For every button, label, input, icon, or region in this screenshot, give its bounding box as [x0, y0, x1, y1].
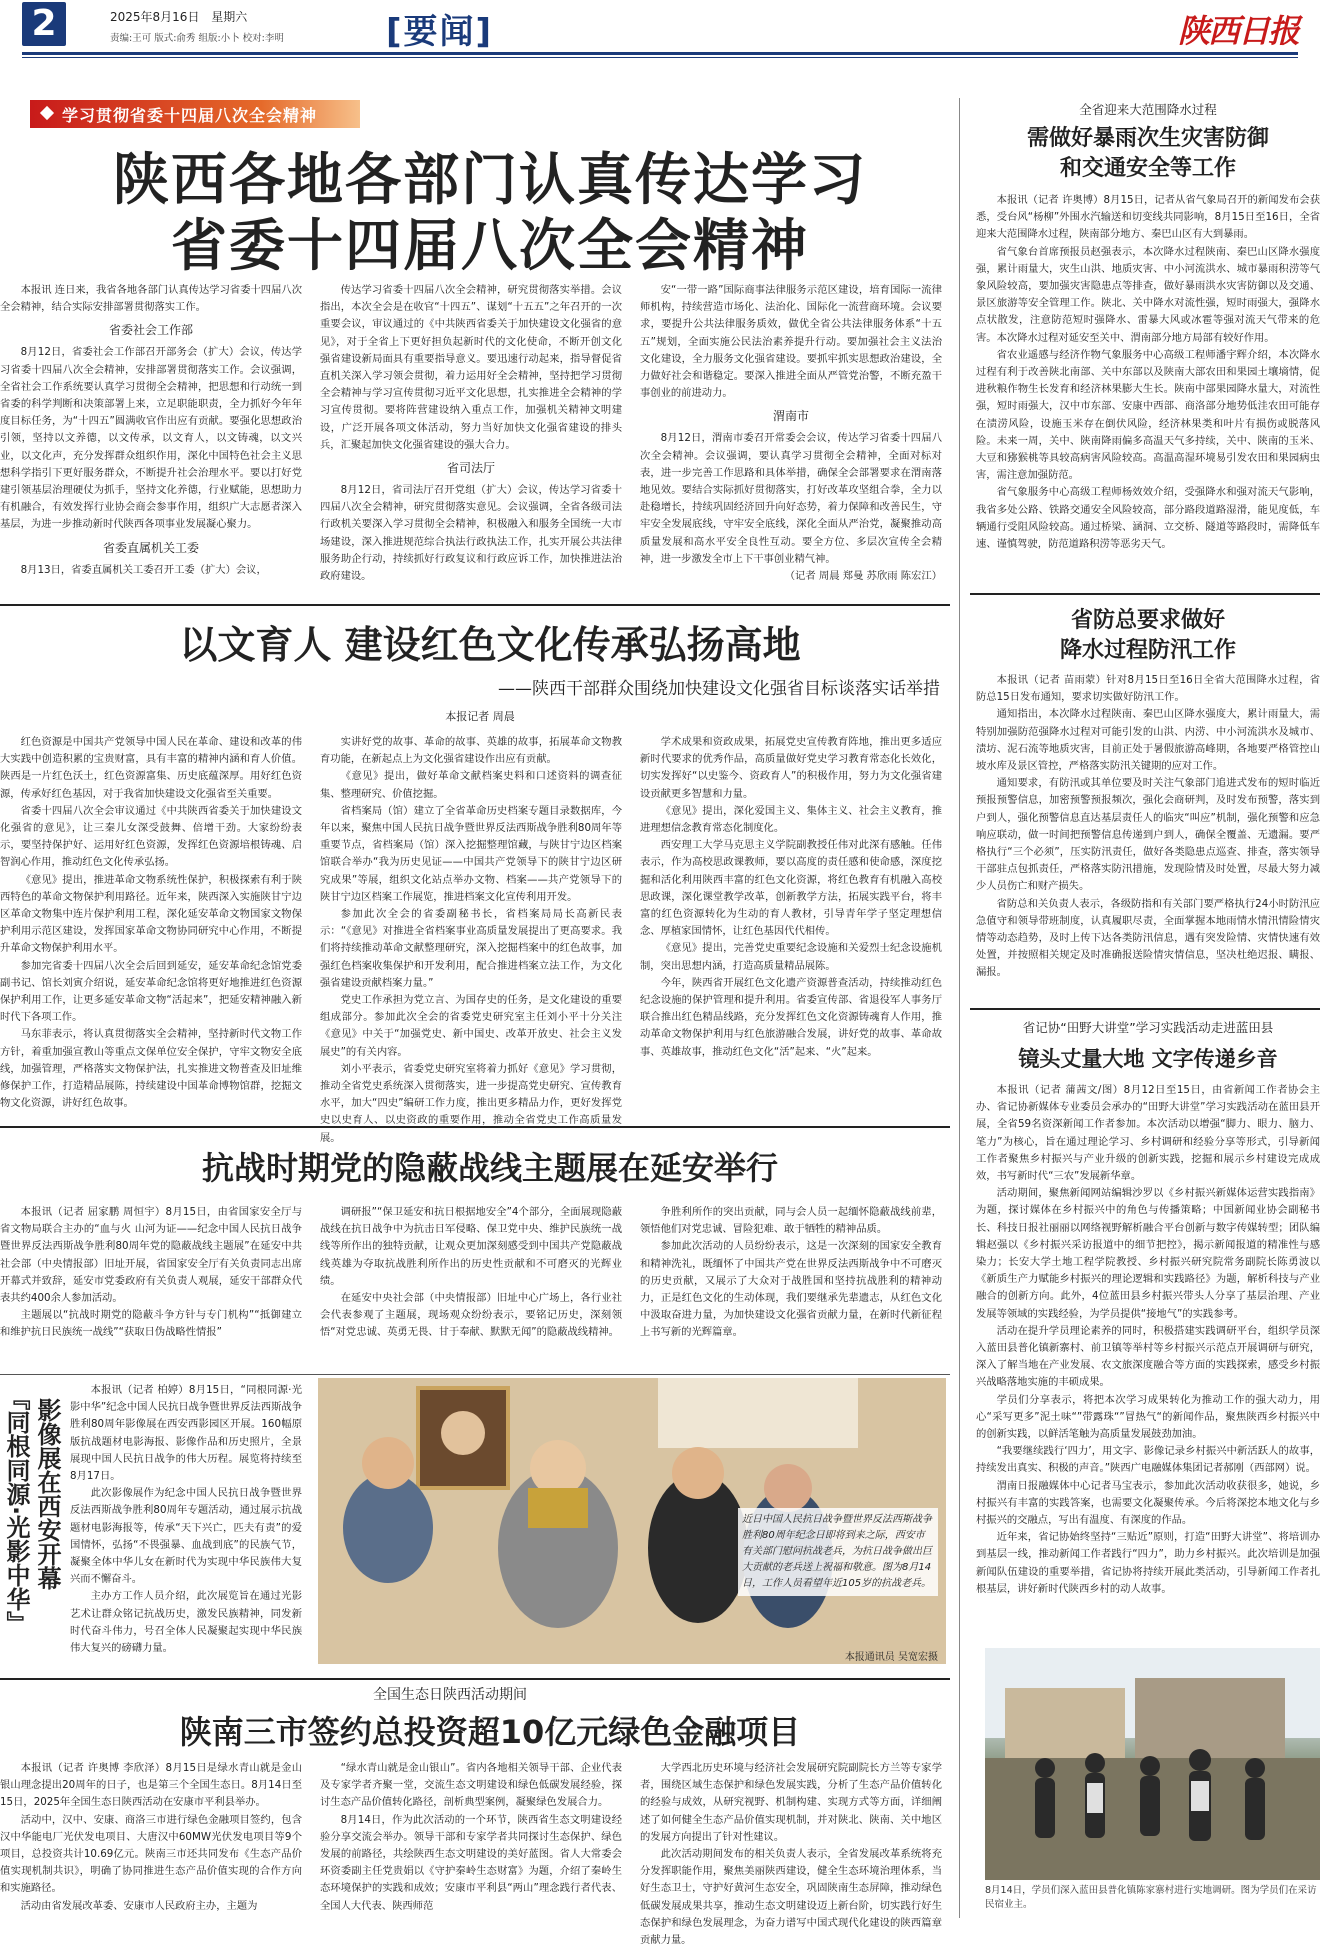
lead-subhead: 省委直属机关工委 [102, 540, 199, 555]
lead-para: 传达学习省委十四届八次全会精神，研究贯彻落实举措。会议指出，本次全会是在收官“十四五”、谋划“十五五”之年召开的一次重要会议，审议通过的《中共陕西省委关于加快建设文化强省的意见》，对于全省上下更好担负起新时代的文化使命，不断开创文化强省建设新局面具有重要指导意义。要迅速行动起来，指导督促省直机关深入学习领会贯彻，着力运用好全会精神，坚持把学习贯彻全会精神与学习宣传贯彻习近平文化思想，扎实推进全会精神的学习宣传贯彻。要将阵营建设纳入重点工作，加强机关精神文明建设，广泛开展各项文体活动，努力当好加快文化强省建设的排头兵，汇聚起加快文化强省建设的强大合力。 [320, 284, 622, 451]
lead-subhead: 渭南市 [772, 409, 809, 424]
right-bottom-para: 近年来，省记协始终坚持“三贴近”原则，打造“田野大讲堂”、将培训办到基层一线，推动新闻工作者践行“四力”，助力乡村振兴。此次培训是加强新闻队伍建设的重要举措，省记协将持续开展此类活动，引导新闻工作者扎根基层，讲好新时代陕西乡村的动人故事。 [976, 1531, 1320, 1595]
page-number: 2 [22, 2, 66, 46]
lead-headline-line1: 陕西各地各部门认真传达学习 [113, 148, 867, 213]
issue-date: 2025年8月16日 [110, 10, 200, 24]
lead-para: 8月13日，省委直属机关工委召开工委（扩大）会议， [20, 563, 267, 576]
green-para: 活动由省发展改革委、安康市人民政府主办，主题为 [20, 1899, 258, 1912]
lead-byline: （记者 周晨 郑曼 苏欣雨 陈宏江） [784, 570, 942, 583]
right-top-story [976, 100, 1320, 553]
section-label: [要闻] [386, 12, 494, 52]
veteran-photo-credit: 本报通讯员 吴宽宏摄 [844, 1652, 938, 1663]
veteran-photo-caption: 近日中国人民抗日战争暨世界反法西斯战争胜利80周年纪念日即将到来之际，西安市有关部门慰问抗战老兵，为抗日战争做出巨大贡献的老兵送上祝福和敬意。图为8月14日，工作人员看望年近105岁的抗战老兵。 [738, 1508, 938, 1596]
right-bottom-headline: 镜头丈量大地 文字传递乡音 [1018, 1047, 1278, 1071]
right-top-para: 本报讯（记者 许奥博）8月15日，记者从省气象局召开的新闻发布会获悉，受台风“杨柳”外围水汽输送和切变线共同影响，8月15日至16日，全省迎来大范围降水过程，陕南部分地方、秦巴山区有大到暴雨。 [976, 194, 1320, 241]
right-bottom-para: “我要继续践行‘四力’，用文字、影像记录乡村振兴中新活跃人的故事，持续发出真实、积极的声音。”陕西广电融媒体集团记者郝刚（西部网）说。 [976, 1445, 1320, 1475]
culture-para: 红色资源是中国共产党领导中国人民在革命、建设和改革的伟大实践中创造积累的宝贵财富，具有丰富的精神内涵和育人价值。陕西是一片红色沃土，红色资源富集、历史底蕴深厚。用好红色资源，传承好红色基因，对于我省加快建设文化强省至关重要。 [0, 736, 302, 800]
banner-text: 学习贯彻省委十四届八次全会精神 [62, 106, 318, 125]
lead-headline-line2: 省委十四届八次全会精神 [171, 214, 809, 279]
culture-para: 西安理工大学马克思主义学院副教授任伟对此深有感触。任伟表示，作为高校思政课教师，要以高度的责任感和使命感，深度挖掘和活化利用陕西丰富的红色文化资源，将红色教育有机融入高校思政课，深化课堂教学改革，创新教学方法，拓展实践平台，将丰富的红色资源转化为生动的育人教材，引导青年学子坚定理想信念、厚植家国情怀，让红色基因代代相传。 [640, 839, 942, 938]
divider [0, 1126, 950, 1128]
exhibit-para: 主题展以“抗战时期党的隐蔽斗争方针与专门机构”“抵御建立和维护抗日民族统一战线”“获取日伪战略性情报” [0, 1309, 302, 1339]
right-mid-headline-1: 省防总要求做好 [1070, 608, 1225, 633]
lead-para: 8月12日，渭南市委召开常委会会议，传达学习省委十四届八次全会精神。会议强调，要认真学习贯彻全会精神，全面对标对表，进一步完善工作思路和具体举措，确保全会部署要求在渭南落地见效。要结合实际抓好贯彻落实，打好改革攻坚组合拳，全力以赴稳增长，持续巩固经济回升向好态势，着力保障和改善民生，守牢安全发展底线，守牢安全底线，深化全面从严治党，凝聚推动高质量发展和高水平安全良性互动。要全方位、多层次宣传全会精神，进一步激发全市上下干事创业精气神。 [640, 432, 942, 565]
right-mid-para: 通知指出，本次降水过程陕南、秦巴山区降水强度大，累计雨量大，需特别加强防范强降水过程对可能引发的山洪、内涝、中小河流洪水及城市、渍坊、泥石流等地质灾害，目前正处于暑假旅游高峰期，各地要严格管控山坡水库及景区管控，严格落实防汛关键期的应对工作。 [976, 708, 1320, 773]
green-para: 大学西北历史环境与经济社会发展研究院副院长方兰等专家学者，围绕区域生态保护和绿色发展实践，分析了生态产品价值转化的经验与成效，从研究视野、机制构建、实现方式等方面，详细阐述了如何健全生态产品价值实现机制，并对陕北、陕南、关中地区的发展方向提出了针对性建议。 [640, 1762, 942, 1843]
lead-headline [40, 148, 940, 280]
right-mid-headline-2: 降水过程防汛工作 [1059, 638, 1236, 663]
right-column-divider [959, 98, 960, 1918]
lead-para: 安“一带一路”国际商事法律服务示范区建设，培育国际一流律师机构，持续营造市场化、法治化、国际化一流营商环境。会议要求，要提升公共法律服务质效，做优全省公共法律服务体系“十五五”规划，全面实施公民法治素养提升行动。要加强社会主义法治文化建设，全力服务文化强省建设。要抓牢抓实思想政治建设，全力做好社会和谐稳定。要深入推进全面从严管党治警，不断充盈干事创业的前进动力。 [640, 284, 942, 400]
divider [0, 1678, 950, 1680]
lead-column-2 [320, 282, 622, 585]
green-headline: 陕南三市签约总投资超10亿元绿色金融项目 [179, 1713, 801, 1751]
shadow-vertical-title-main: 影像展在西安开幕 [33, 1398, 61, 1590]
shadow-vertical-title-quote: 『同根同源·光影中华』 [2, 1386, 30, 1636]
culture-para: 省委十四届八次全会审议通过《中共陕西省委关于加快建设文化强省的意见》，让三秦儿女深受鼓舞、倍增干劲。大家纷纷表示，要坚持保护好、运用好红色资源，发挥红色资源培根铸魂、启智润心作用，推动红色文化传承弘扬。 [0, 804, 302, 869]
shadow-para: 本报讯（记者 柏婷）8月15日，“同根同源·光影中华”纪念中国人民抗日战争暨世界反法西斯战争胜利80周年影像展在西安西影园区开展。160幅原版抗战题材电影海报、影像作品和历史照片，全景展现中国人民抗日战争的伟大历程。展览将持续至8月17日。 [70, 1384, 302, 1483]
culture-para: 《意见》提出，做好革命文献档案史料和口述资料的调查征集、整理研究、价值挖掘。 [320, 770, 622, 800]
green-para: 此次活动期间发布的相关负责人表示，全省发展改革系统将充分发挥职能作用，聚焦美丽陕西建设，健全生态环境治理体系，当好生态卫士，守护好黄河生态安全，巩固陕南生态屏障，推动绿色低碳发展成果共享，推动生态文明建设迈上新台阶，切实践行好生态保护和绿色发展理念，为奋力谱写中国式现代化建设的陕西篇章贡献力量。 [640, 1848, 942, 1947]
exhibit-column-1 [0, 1204, 302, 1376]
divider [0, 1374, 950, 1375]
right-bottom-para: 学员们分享表示，将把本次学习成果转化为推动工作的强大动力，用心“采写更多”泥土味“”带露珠“”冒热气“的新闻作品，聚焦陕西乡村振兴中的创新实践，以鲜活笔触为高质量发展鼓劲加油。 [976, 1393, 1320, 1441]
lead-para: 8月12日，省委社会工作部召开部务会（扩大）会议，传达学习省委十四届八次全会精神，安排部署贯彻落实工作。会议强调，全省社会工作系统要认真学习贯彻全会精神，把思想和行动统一到省委的科学判断和决策部署上来，立足职能职责，全力抓好今年年度目标任务，为“十四五”圆满收官作出应有贡献。要强化思想政治引领，坚持以文养德，以文传承，以文育人，以文铸魂，以文兴业，以文化声，充分发挥群众组织作用，深化中国特色社会主义思想科学指引下更好服务群众，不断提升社会治理水平。要以打好党建引领基层治理硬仗为抓手，坚持文化养德，行业赋能，思想助力有机融合，有效发挥行业协会商会参事作用，组织广大志愿者深入基层，为进一步推动新时代陕西各项事业发展凝心聚力。 [0, 346, 302, 531]
green-column-3 [640, 1760, 942, 1947]
culture-para: 《意见》提出，完善党史重要纪念设施和关爱烈士纪念设施机制，突出思想内涵，打造高质量精品展陈。 [640, 942, 942, 972]
exhibit-headline: 抗战时期党的隐蔽战线主题展在延安举行 [201, 1149, 778, 1187]
right-bottom-story [976, 1018, 1320, 1627]
shadow-para: 此次影像展作为纪念中国人民抗日战争暨世界反法西斯战争胜利80周年专题活动，通过展示抗战题材电影海报等，传承“天下兴亡，匹夫有责”的爱国情怀，弘扬“不畏强暴、血战到底”的民族气节，凝聚全体中华儿女在新时代为实现中华民族伟大复兴而不懈奋斗。 [70, 1487, 302, 1586]
exhibit-para: 调研报”“保卫延安和抗日根据地安全”4个部分，全面展现隐蔽战线在抗日战争中为抗击日军侵略、保卫党中央、维护民族统一战线等所作出的独特贡献，让观众更加深刻感受到中国共产党隐蔽战线英雄为夺取抗战胜利所作出的历史性贡献和不可磨灭的光辉业绩。 [320, 1206, 622, 1287]
culture-para: 马东菲表示，将认真贯彻落实全会精神，坚持新时代文物工作方针，着重加强宣教山等重点文保单位安全保护，守牢文物安全底线，加强管理，严格落实文物保护法，扎实推进文物普查及旧址维修保护工作，打造精品展陈，持续建设中国革命博物馆群，挖掘文物文化资源，讲好红色故事。 [0, 1028, 302, 1110]
divider [970, 1008, 1320, 1010]
culture-para: 学术成果和资政成果，拓展党史宣传教育阵地，推出更多适应新时代要求的优秀作品，高质量做好党史学习教育常态化长效化，切实发挥好“以史鉴今、资政育人”的积极作用，努力为文化强省建设贡献更多智慧和力量。 [640, 736, 942, 800]
right-top-headline-2: 和交通安全等工作 [1059, 156, 1236, 181]
field-trip-caption: 8月14日，学员们深入蓝田县普化镇陈家寨村进行实地调研。图为学员们在采访民宿业主。 [985, 1885, 1317, 1910]
masthead-rule-thin [22, 57, 1298, 58]
green-para: “绿水青山就是金山银山”。省内各地相关领导干部、企业代表及专家学者齐聚一堂，交流生态文明建设和绿色低碳发展经验，探讨生态产品价值转化路径，剖析典型案例，凝聚绿色发展合力。 [320, 1762, 622, 1809]
right-top-body [976, 192, 1320, 553]
veteran-photo [318, 1378, 946, 1664]
right-bottom-para: 本报讯（记者 蒲茜文/图）8月12日至15日，由省新闻工作者协会主办、省记协新媒体专业委员会承办的“田野大讲堂”学习实践活动在蓝田县开展，全省59名资深新闻工作者参加。本次活动以增强“脚力、眼力、脑力、笔力”为核心，旨在通过理论学习、乡村调研和经验分享等形式，引导新闻工作者聚焦乡村振兴与产业升级的创新实践，挖掘和展示乡村建设完成成效，书写新时代“三农”发展新华章。 [976, 1084, 1320, 1183]
banner-dot-icon [40, 106, 54, 120]
right-mid-para: 省防总和关负责人表示，各级防指和有关部门要严格执行24小时防汛应急值守和领导带班制度，认真履职尽责，全面掌握本地雨情水情汛情险情灾情等动态趋势，及时上传下达各类防汛信息，遇有突发险情、灾情快速有效处置，并按照相关规定及时准确报送险情灾情信息，坚决杜绝迟报、瞒报、漏报。 [976, 897, 1320, 979]
right-bottom-para: 活动在提升学员理论素养的同时，积极搭建实践调研平台，组织学员深入蓝田县普化镇新寨村、前卫镇等举村等乡村振兴示范点开展调研与研究，深入了解当地在产业发展、农文旅深度融合等方面的实践探索，感受乡村振兴战略落地实施的丰硕成果。 [976, 1324, 1320, 1389]
lead-para: 本报讯 连日来，我省各地各部门认真传达学习省委十四届八次全会精神，结合实际安排部署贯彻落实工作。 [0, 284, 302, 314]
culture-byline: 本报记者 周晨 [445, 710, 515, 723]
exhibit-column-2 [320, 1204, 622, 1376]
shadow-vertical-title [2, 1386, 64, 1656]
green-column-2 [320, 1760, 622, 1917]
green-kicker: 全国生态日陕西活动期间 [373, 1687, 527, 1703]
lead-subhead: 省委社会工作部 [108, 323, 193, 338]
exhibit-para: 争胜利所作的突出贡献，同与会人员一起缅怀隐蔽战线前辈，领悟他们对党忠诚、冒险犯难、敢于牺牲的精神品质。 [640, 1206, 942, 1236]
culture-headline: 以文育人 建设红色文化传承弘扬高地 [179, 623, 801, 667]
culture-para: 实讲好党的故事、革命的故事、英雄的故事，拓展革命文物教育功能，在新起点上为文化强省建设作出应有贡献。 [320, 736, 622, 766]
culture-para: 《意见》提出，深化爱国主义、集体主义、社会主义教育，推进理想信念教育常态化制度化。 [640, 804, 942, 835]
shadow-para: 主办方工作人员介绍，此次展览旨在通过光影艺术让群众铭记抗战历史，激发民族精神，同发新时代奋斗伟力，号召全体人民凝聚起实现中华民族伟大复兴的磅礴力量。 [70, 1590, 302, 1655]
shadow-body [70, 1382, 302, 1662]
right-top-kicker: 全省迎来大范围降水过程 [1079, 102, 1217, 117]
exhibit-para: 本报讯（记者 屈家鹏 周恒宇）8月15日，由省国家安全厅与省文物局联合主办的“血与火 山河为证——纪念中国人民抗日战争暨世界反法西斯战争胜利80周年党的隐蔽战线主题展”在延安中共社会部（中央情报部）旧址开展，省国家安全厅有关负责同志出席开幕式并致辞，延安市党委政府有关负责人观展，延安干部群众代表共约400余人参加活动。 [0, 1206, 302, 1305]
exhibit-para: 参加此次活动的人员纷纷表示，这是一次深刻的国家安全教育和精神洗礼，既缅怀了中国共产党在世界反法西斯战争中不可磨灭的历史贡献，又展示了大众对于战胜国和坚持抗战胜利的精神动力，正是红色文化的生动体现，我们要继承先辈遗志，从红色文化中汲取奋进力量，为加快建设文化强省贡献力量，在新时代新征程上书写新的光辉篇章。 [640, 1240, 942, 1339]
right-bottom-para: 活动期间，聚焦新闻网站编辑沙罗以《乡村振兴新媒体运营实践指南》为题，探讨媒体在乡村振兴中的角色与传播策略；中国新闻业协会副秘书长、科技日报社丽丽以网络视野解析融合平台创新与数字传媒转型；团队编辑赵强以《乡村振兴采访报道中的细节把控》，揭示新闻报道的精准性与感染力；长安大学土地工程学院教授、乡村振兴研究院常务副院长陈勇波以《新质生产力赋能乡村振兴的理论逻辑和实践路径》为题，解析科技与产业融合的创新方向。此外，4位蓝田县乡村振兴带头人分享了基层治理、产业发展等领域的实践经验，为学员提供“接地气”的实践参考。 [976, 1187, 1320, 1320]
right-bottom-kicker: 省记协“田野大讲堂”学习实践活动走进蓝田县 [1022, 1020, 1274, 1035]
green-para: 8月14日，作为此次活动的一个环节，陕西省生态文明建设经验分享交流会举办。领导干部和专家学者共同探讨生态保护、绿色发展的前路径，共绘陕西生态文明建设的美好蓝图。省人大常委会环资委副主任党贵娟以《守护秦岭生态财富》为题，介绍了秦岭生态环境保护的实践和成效；安康市平利县“两山”理念践行者代表、全国人大代表、陕西师范 [320, 1813, 622, 1912]
right-top-para: 省气象服务中心高级工程师杨效效介绍，受强降水和强对流天气影响，我省多处公路、铁路交通安全风险较高，部分路段道路湿滑，能见度低，车辆通行受阻风险较高。通过桥梁、涵洞、立交桥、隧道等路段时，需降低车速、谨慎驾驶，防范道路积涝等恶劣天气。 [976, 486, 1320, 551]
exhibit-para: 在延安中央社会部（中央情报部）旧址中心广场上，各行业社会代表参观了主题展，现场观众纷纷表示，要铭记历史，深刻领悟“对党忠诚、英勇无畏、甘于奉献、默默无闻”的隐蔽战线精神。 [320, 1292, 622, 1339]
issue-weekday: 星期六 [211, 10, 248, 24]
culture-para: 参加完省委十四届八次全会后回到延安，延安革命纪念馆党委副书记、馆长刘寅介绍说，延安革命纪念馆将更好地推进红色资源保护利用工作，让更多延安革命文物“活起来”，把延安精神融入新时代下各项工作。 [0, 959, 302, 1024]
paper-logo: 陕西日报 [1178, 12, 1299, 50]
right-top-para: 省农业遥感与经济作物气象服务中心高级工程师潘宇辉介绍，本次降水过程有利于改善陕北南部、关中东部以及陕南大部农田和果园土壤墒情，促进秋粮作物生长发育和经济林果膨大生长。陕南中部果园降水量大，对流性强，短时雨强大，汉中市东部、安康中西部、商洛部分地势低洼农田可能存在渍涝风险，设施玉米存在倒伏风险，经济林果类和叶片有损伤或脱落风险。未来一周，关中、陕南降雨偏多高温天气多持续，关中、陕南的玉米、大豆和猕猴桃等具较高病害风险较高。高温高湿环境易引发农田和果园病虫害，需注意加强防范。 [976, 348, 1320, 482]
culture-para: 今年，陕西省开展红色文化遗产资源普查活动，持续推动红色纪念设施的保护管理和提升利用。省委宣传部、省退役军人事务厅联合推出红色精品线路，充分发挥红色文化资源铸魂育人作用，推动革命文物保护利用与红色旅游融合发展，讲好党的故事、革命故事、英雄故事，推动红色文化“活”起来、“火”起来。 [640, 976, 942, 1058]
culture-subheadline: ——陕西干部群众围绕加快建设文化强省目标谈落实话举措 [498, 679, 940, 699]
right-mid-para: 通知要求，有防汛或其单位要及时关注气象部门追进式发布的短时临近预报预警信息，加密预警预报频次，强化会商研判，及时发布预警，落实到户到人，强化预警信息直达基层责任人的临灾“叫应”机制，强化预警和应急响应联动，做一时间把预警信息传递到户到人，确保全覆盖、无遗漏。要严格执行“三个必须”，压实防汛责任，做好各类隐患点巡查、排查，落实领导干部驻点包抓责任，严格落实防汛措施，发现险情及时处置，尽最大努力减少人员伤亡和财产损失。 [976, 777, 1320, 893]
culture-para: 参加此次全会的省委副秘书长，省档案局局长高新民表示：“《意见》对推进全省档案事业高质量发展提出了更高要求。我们将持续推动革命文献整理研究，深入挖掘档案中的红色故事，加强红色档案收集保护和开发利用，配合推进档案立法工作，为文化强省建设贡献档案力量。” [320, 908, 622, 989]
divider [970, 593, 1320, 595]
right-mid-para: 本报讯（记者 苗雨蒙）针对8月15日至16日全省大范围降水过程，省防总15日发布通知，要求切实做好防汛工作。 [976, 674, 1320, 704]
green-column-1 [0, 1760, 302, 1917]
right-top-headline-1: 需做好暴雨次生灾害防御 [1026, 126, 1269, 151]
culture-para: 党史工作承担为党立言、为国存史的任务，是文化建设的重要组成部分。参加此次全会的省委党史研究室主任刘小平十分关注《意见》中关于“加强党史、新中国史、改革开放史、社会主义发展史”的有关内容。 [320, 994, 622, 1058]
green-para: 本报讯（记者 许奥博 李欣泽）8月15日是绿水青山就是金山银山理念提出20周年的日子，也是第三个全国生态日。8月14日至15日，2025年全国生态日陕西活动在安康市平利县举办。 [0, 1762, 302, 1809]
field-trip-photo [985, 1648, 1320, 1880]
lead-para: 8月12日，省司法厅召开党组（扩大）会议，传达学习省委十四届八次全会精神，研究贯彻落实意见。会议强调，全省各级司法行政机关要深入学习贯彻全会精神，积极融入和服务全国统一大市场建设，深入推进规范综合执法行政执法工作，扎实开展公共法律服务助企行动，持续抓好行政复议和行政应诉工作，加快推进法治政府建设。 [320, 484, 622, 583]
culture-para: 《意见》提出，推进革命文物系统性保护，积极探索有利于陕西特色的革命文物保护利用路径。近年来，陕西深入实施陕甘宁边区革命文物集中连片保护利用工程，深化延安革命文物国家文物保护利用示范区建设，发挥国家革命文物协同研究中心作用，不断提升革命文物保护利用水平。 [0, 873, 302, 955]
right-bottom-body [976, 1082, 1320, 1627]
culture-column-2 [320, 734, 622, 1144]
lead-column-3 [640, 282, 942, 585]
field-trip-scene [985, 1648, 1320, 1880]
masthead-rule [22, 52, 1298, 55]
exhibit-column-3 [640, 1204, 942, 1376]
right-bottom-para: 渭南日报融媒体中心记者马宝表示，参加此次活动收获很多，她说，乡村振兴有丰富的实践答案，也需要文化凝聚传承。今后将深挖本地文化与乡村振兴的交融点，写出有温度、有深度的作品。 [976, 1479, 1320, 1527]
masthead [0, 0, 1320, 56]
lead-column-1 [0, 282, 302, 579]
green-para: 活动中，汉中、安康、商洛三市进行绿色金融项目签约，包含汉中华能电厂光伏发电项目、大唐汉中60MW光伏发电项目等9个项目，总投资共计10.69亿元。陕南三市还共同发布《生态产品价值实现机制共识》，明确了协同推进生态产品价值实现的合作方向和实施路径。 [0, 1813, 302, 1895]
right-top-para: 省气象台首席预报员赵强表示，本次降水过程陕南、秦巴山区降水强度强，累计雨量大，灾生山洪、地质灾害、中小河流洪水、城市暴雨积涝等气象风险较高，要加强灾害隐患点等排查，做好暴雨洪水灾害防御以及交通、景区旅游等安全管理工作。陕北、关中降水对流性强，短时雨强大，强降水点状散发，注意防范短时强降水、雷暴大风或冰雹等强对流天气带来的危害。本次降水过程对延安至关中、渭南部分地方局部有较好作用。 [976, 245, 1320, 344]
theme-banner [30, 100, 360, 128]
culture-para: 省档案局（馆）建立了全省革命历史档案专题目录数据库，今年以来，聚焦中国人民抗日战争暨世界反法西斯战争胜利80周年等重要节点，省档案局（馆）深入挖掘整理馆藏，与陕甘宁边区档案馆联合举办“我为历史见证——中国共产党领导下的陕甘宁边区研究成果”等展，组织文化站点举办文物、档案——共产党领导下的陕甘宁边区档案工作展览，推进档案文化宣传利用开发。 [320, 804, 622, 903]
masthead-date-line [110, 8, 247, 25]
culture-column-3 [640, 734, 942, 1104]
divider [0, 604, 950, 606]
right-mid-body [976, 672, 1320, 982]
right-mid-story [976, 606, 1320, 982]
culture-column-1 [0, 734, 302, 1110]
lead-subhead: 省司法厅 [446, 461, 495, 476]
editor-line: 责编:王可 版式:俞秀 组版:小卜 校对:李明 [110, 33, 284, 44]
culture-para: 刘小平表示，省委党史研究室将着力抓好《意见》学习贯彻，推动全省党史系统深入贯彻落实，进一步提高党史研究、宣传教育水平，加大“四史”编研工作力度，推出更多精品力作，更好发挥党史以史育人、以史资政的重要作用，推动全省党史工作高质量发展。 [320, 1062, 622, 1144]
